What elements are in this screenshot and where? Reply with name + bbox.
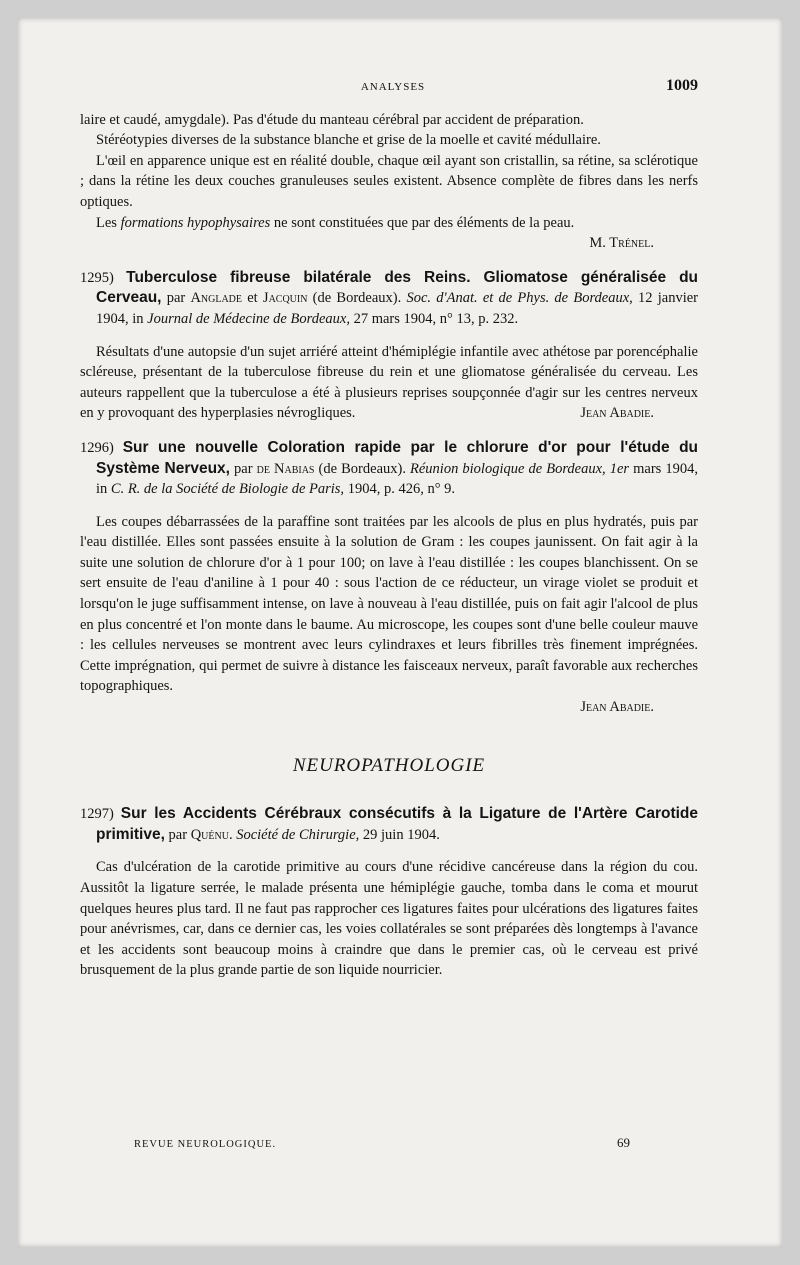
- text-run: Les: [96, 214, 121, 231]
- source-journal: Réunion biologique de Bordeaux, 1er: [410, 460, 630, 477]
- text-run: 12 janvier 1904, in: [96, 290, 698, 327]
- text-run: (de Bordeaux).: [314, 460, 411, 477]
- text-run: mars 1904, in: [96, 460, 698, 498]
- text-run: par: [161, 290, 191, 307]
- source-journal: C. R. de la Société de Biologie de Paris,: [110, 481, 345, 498]
- text-run: 27 mars 1904, n° 13, p. 232.: [349, 310, 519, 327]
- source-journal: Société de Chirurgie,: [236, 826, 360, 843]
- author-name: Jacquin: [262, 290, 308, 307]
- text-run: par: [229, 460, 257, 477]
- text-run: .: [228, 826, 237, 843]
- text-run: par: [164, 826, 191, 843]
- continued-abstract: [80, 110, 698, 254]
- entry-number: 1296): [80, 439, 114, 456]
- text-run: Résultats d'une autopsie d'un sujet arriéré atteint d'hémiplégie infantile avec athétose par porencéphalie scléreuse, présentant de la tuberculose fibreuse du rein et une gliomatose généralisée du cerveau. Les auteurs rappellent que la tuberculose a été à plusieurs reprises soupçonnée d'agir sur les centres nerveux en y provoquant des hyperplasies névrogliques.: [80, 343, 698, 422]
- text-column: [80, 76, 698, 981]
- author-signature: Jean Abadie.: [580, 405, 654, 422]
- source-journal: Journal de Médecine de Bordeaux,: [147, 310, 350, 327]
- entry-title: Tuberculose fibreuse bilatérale des Reins. Gliomatose généralisée du Cerveau,: [96, 268, 699, 307]
- paragraph: laire et caudé, amygdale). Pas d'étude du manteau cérébral par accident de préparation.: [80, 111, 584, 128]
- paragraph: Cas d'ulcération de la carotide primitive au cours d'une récidive cancéreuse dans la région du cou. Aussitôt la ligature serrée, le malade présenta une hémiplégie gauche, tomba dans le coma et mourut quelques heures plus tard. Il ne faut pas rapprocher ces ligatures faites pour ulcérations des ligatures faites pour anévrismes, car, dans ce dernier cas, les voies collatérales se sont préparées dès longtemps à l'avance et les accidents sont beaucoup moins à craindre que dans le premier cas, où le cerveau est privé brusquement de la plus grande partie de son liquide nourricier.: [80, 859, 698, 979]
- entry-number: 1295): [80, 269, 114, 286]
- abstract-body: [80, 342, 698, 424]
- abstract-entry-1297: [80, 804, 698, 845]
- page: [18, 18, 782, 1247]
- author-name: Anglade: [190, 290, 243, 307]
- paragraph: L'œil en apparence unique est en réalité double, chaque œil ayant son cristallin, sa rétine, sa sclérotique ; dans la rétine les deux couches granuleuses seules existent. Absence complète de fibres dans les nerfs optiques.: [80, 152, 698, 210]
- author-name: Quénu: [190, 826, 229, 843]
- source-journal: Soc. d'Anat. et de Phys. de Bordeaux,: [406, 290, 633, 307]
- paragraph: [80, 342, 698, 424]
- text-run: et: [242, 290, 263, 307]
- text-run: 1904, p. 426, n° 9.: [344, 481, 455, 498]
- paragraph: Stéréotypies diverses de la substance blanche et grise de la moelle et cavité médullaire.: [96, 132, 601, 149]
- entry-number: 1297): [80, 806, 114, 823]
- section-title: NEUROPATHOLOGIE: [292, 754, 486, 776]
- text-run: 29 juin 1904.: [359, 826, 440, 843]
- paragraph: [80, 213, 698, 254]
- text-run: ne sont constituées que par des éléments de la peau.: [270, 214, 575, 231]
- signature-number: 69: [617, 1135, 630, 1150]
- author-signature: M. Trénel.: [589, 235, 654, 252]
- page-number: 1009: [666, 77, 698, 94]
- abstract-entry-1295: [80, 268, 698, 330]
- abstract-entry-1296: [80, 438, 698, 500]
- abstract-body: [80, 857, 698, 981]
- entry-title: Sur une nouvelle Coloration rapide par le chlorure d'or pour l'étude du Système Nerveux,: [96, 438, 699, 477]
- paragraph: Les coupes débarrassées de la paraffine sont traitées par les alcools de plus en plus hydratés, puis par l'eau distillée. Elles sont passées ensuite à la solution de Gram : les coupes jaunissent. On fait agir à la suite une solution de chlorure d'or à 1 pour 100; on lave à l'eau distillée : les coupes blanchissent. On se sert ensuite de l'eau d'aniline à 1 pour 40 : sous l'action de ce réducteur, un virage violet se produit et lorsqu'on le juge suffisamment intense, on lave à nouveau à l'eau distillée, puis on fait agir l'alcool de plus en plus concentré et l'on monte dans le baume. Au microscope, les coupes sont d'une belle couleur mauve : les cellules nerveuses se montrent avec leurs cylindraxes et leurs fibrilles très finement imprégnées. Cette imprégnation, qui permet de suivre à distance les faisceaux nerveux, paraît favorable aux recherches topographiques.: [80, 513, 698, 695]
- entry-title: Sur les Accidents Cérébraux consécutifs à la Ligature de l'Artère Carotide primitive,: [96, 805, 699, 843]
- author-signature: Jean Abadie.: [580, 699, 654, 716]
- abstract-body: [80, 512, 698, 718]
- page-header: [80, 76, 698, 98]
- journal-name: REVUE NEUROLOGIQUE.: [134, 1139, 277, 1150]
- text-run: (de Bordeaux).: [307, 290, 407, 307]
- running-title: ANALYSES: [360, 81, 426, 93]
- author-name: de Nabias: [256, 460, 315, 477]
- page-footer: [80, 1135, 698, 1151]
- italic-text: formations hypophysaires: [120, 214, 271, 231]
